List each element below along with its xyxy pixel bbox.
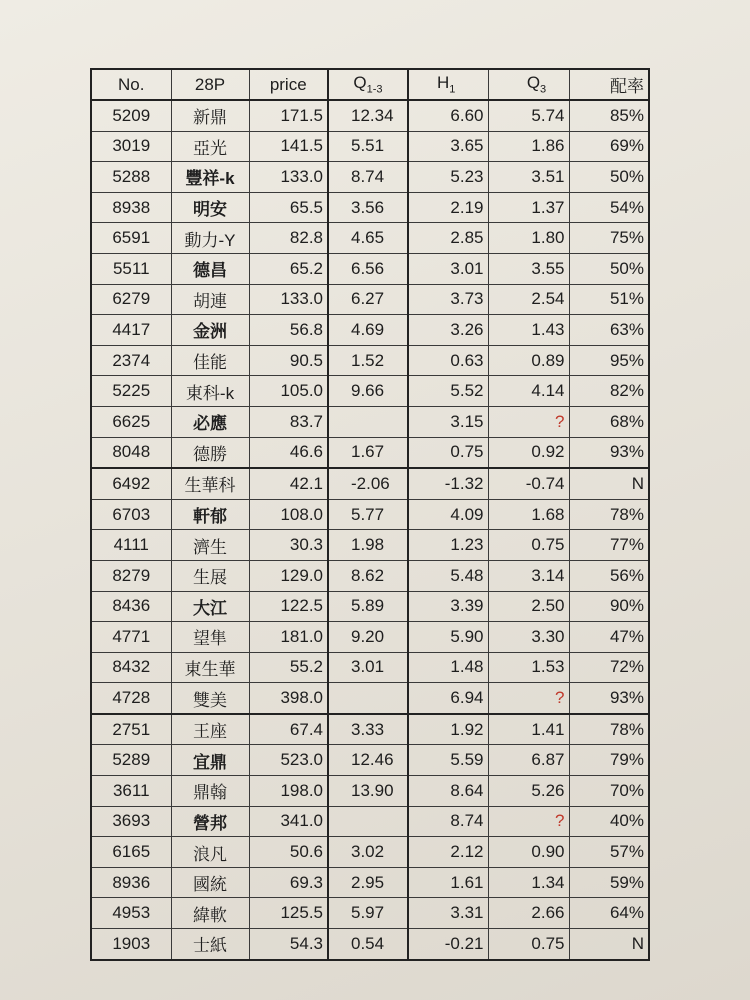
- cell-rate: N: [569, 929, 649, 960]
- cell-h1: 5.48: [408, 560, 488, 591]
- table-row: [91, 223, 649, 254]
- cell-name: 胡連: [171, 284, 249, 315]
- cell-price: 56.8: [249, 315, 328, 346]
- cell-q3: 1.68: [488, 499, 569, 530]
- cell-price: 42.1: [249, 468, 328, 499]
- cell-name: 東科-k: [171, 376, 249, 407]
- cell-q13: [328, 406, 408, 437]
- table-row: [91, 622, 649, 653]
- cell-price: 108.0: [249, 499, 328, 530]
- cell-name: 浪凡: [171, 837, 249, 868]
- cell-q13: [328, 683, 408, 714]
- cell-rate: 93%: [569, 437, 649, 468]
- table-row: [91, 591, 649, 622]
- cell-name: 佳能: [171, 345, 249, 376]
- cell-no: 6591: [91, 223, 171, 254]
- cell-q13: [328, 806, 408, 837]
- table-row: [91, 806, 649, 837]
- cell-no: 5289: [91, 745, 171, 776]
- cell-h1: -0.21: [408, 929, 488, 960]
- cell-q13: 9.66: [328, 376, 408, 407]
- header-rate: 配率: [569, 69, 649, 100]
- cell-rate: 82%: [569, 376, 649, 407]
- cell-price: 50.6: [249, 837, 328, 868]
- cell-price: 90.5: [249, 345, 328, 376]
- cell-q3: ?: [488, 406, 569, 437]
- cell-rate: 72%: [569, 652, 649, 683]
- cell-name: 國統: [171, 867, 249, 898]
- table-body: [91, 100, 649, 960]
- cell-q13: 5.77: [328, 499, 408, 530]
- cell-name: 生華科: [171, 468, 249, 499]
- cell-h1: 1.23: [408, 530, 488, 561]
- cell-rate: 63%: [569, 315, 649, 346]
- table-row: [91, 776, 649, 807]
- cell-no: 2751: [91, 714, 171, 745]
- cell-h1: 4.09: [408, 499, 488, 530]
- cell-price: 341.0: [249, 806, 328, 837]
- cell-rate: 93%: [569, 683, 649, 714]
- cell-q3: 3.51: [488, 162, 569, 193]
- cell-q3: 0.92: [488, 437, 569, 468]
- cell-h1: 3.26: [408, 315, 488, 346]
- cell-no: 4771: [91, 622, 171, 653]
- cell-no: 6279: [91, 284, 171, 315]
- cell-q3: 4.14: [488, 376, 569, 407]
- table-row: [91, 315, 649, 346]
- cell-h1: 8.74: [408, 806, 488, 837]
- cell-q13: 5.51: [328, 131, 408, 162]
- cell-price: 133.0: [249, 162, 328, 193]
- cell-price: 46.6: [249, 437, 328, 468]
- cell-name: 新鼎: [171, 100, 249, 131]
- cell-rate: 50%: [569, 162, 649, 193]
- cell-no: 3611: [91, 776, 171, 807]
- header-name: 28P: [171, 69, 249, 100]
- cell-name: 東生華: [171, 652, 249, 683]
- cell-no: 4111: [91, 530, 171, 561]
- cell-q3: -0.74: [488, 468, 569, 499]
- cell-h1: 6.60: [408, 100, 488, 131]
- cell-q13: 1.52: [328, 345, 408, 376]
- cell-q13: 2.95: [328, 867, 408, 898]
- cell-no: 1903: [91, 929, 171, 960]
- cell-price: 30.3: [249, 530, 328, 561]
- cell-price: 54.3: [249, 929, 328, 960]
- table-row: [91, 560, 649, 591]
- cell-q3: 1.37: [488, 192, 569, 223]
- cell-h1: 3.01: [408, 253, 488, 284]
- cell-h1: 5.23: [408, 162, 488, 193]
- cell-h1: 2.85: [408, 223, 488, 254]
- table-row: [91, 837, 649, 868]
- cell-h1: 1.48: [408, 652, 488, 683]
- cell-q13: 12.34: [328, 100, 408, 131]
- cell-name: 亞光: [171, 131, 249, 162]
- header-q13: [328, 69, 408, 100]
- table-row: [91, 406, 649, 437]
- cell-no: 8048: [91, 437, 171, 468]
- cell-no: 8436: [91, 591, 171, 622]
- header-q13-base: Q: [353, 73, 367, 93]
- table-row: [91, 253, 649, 284]
- cell-q3: 1.34: [488, 867, 569, 898]
- cell-name: 大江: [171, 591, 249, 622]
- cell-h1: 3.39: [408, 591, 488, 622]
- cell-rate: 64%: [569, 898, 649, 929]
- cell-no: 6165: [91, 837, 171, 868]
- header-q3-base: Q: [526, 73, 541, 93]
- table-row: [91, 745, 649, 776]
- table-row: [91, 499, 649, 530]
- table-row: [91, 284, 649, 315]
- cell-q13: 1.98: [328, 530, 408, 561]
- cell-q13: 3.02: [328, 837, 408, 868]
- cell-no: 8432: [91, 652, 171, 683]
- cell-q3: 2.50: [488, 591, 569, 622]
- cell-name: 豐祥-k: [171, 162, 249, 193]
- table-row: [91, 437, 649, 468]
- cell-h1: 8.64: [408, 776, 488, 807]
- cell-h1: 5.90: [408, 622, 488, 653]
- cell-h1: -1.32: [408, 468, 488, 499]
- cell-price: 55.2: [249, 652, 328, 683]
- cell-no: 8936: [91, 867, 171, 898]
- cell-q13: 12.46: [328, 745, 408, 776]
- cell-price: 198.0: [249, 776, 328, 807]
- cell-no: 5209: [91, 100, 171, 131]
- cell-price: 125.5: [249, 898, 328, 929]
- cell-price: 523.0: [249, 745, 328, 776]
- cell-no: 6625: [91, 406, 171, 437]
- cell-no: 3693: [91, 806, 171, 837]
- header-h1-sub: 1: [449, 83, 456, 96]
- cell-rate: 47%: [569, 622, 649, 653]
- table-row: [91, 162, 649, 193]
- table-row: [91, 867, 649, 898]
- cell-price: 65.2: [249, 253, 328, 284]
- cell-no: 6703: [91, 499, 171, 530]
- cell-q13: 3.33: [328, 714, 408, 745]
- cell-price: 171.5: [249, 100, 328, 131]
- cell-no: 5225: [91, 376, 171, 407]
- cell-h1: 3.73: [408, 284, 488, 315]
- table-row: [91, 652, 649, 683]
- cell-name: 王座: [171, 714, 249, 745]
- paper-sheet: [90, 68, 648, 961]
- cell-rate: 78%: [569, 714, 649, 745]
- cell-name: 鼎翰: [171, 776, 249, 807]
- cell-h1: 3.15: [408, 406, 488, 437]
- header-q3-sub: 3: [540, 83, 547, 96]
- cell-h1: 1.61: [408, 867, 488, 898]
- cell-name: 德勝: [171, 437, 249, 468]
- cell-price: 67.4: [249, 714, 328, 745]
- cell-no: 4953: [91, 898, 171, 929]
- cell-h1: 5.52: [408, 376, 488, 407]
- cell-name: 德昌: [171, 253, 249, 284]
- cell-q13: 6.56: [328, 253, 408, 284]
- cell-rate: 69%: [569, 131, 649, 162]
- cell-price: 69.3: [249, 867, 328, 898]
- cell-rate: 75%: [569, 223, 649, 254]
- cell-h1: 0.75: [408, 437, 488, 468]
- cell-q3: 0.75: [488, 929, 569, 960]
- cell-no: 4417: [91, 315, 171, 346]
- cell-h1: 3.31: [408, 898, 488, 929]
- cell-rate: 54%: [569, 192, 649, 223]
- cell-rate: 95%: [569, 345, 649, 376]
- cell-name: 緯軟: [171, 898, 249, 929]
- cell-name: 金洲: [171, 315, 249, 346]
- cell-h1: 6.94: [408, 683, 488, 714]
- cell-price: 105.0: [249, 376, 328, 407]
- table-row: [91, 100, 649, 131]
- cell-name: 生展: [171, 560, 249, 591]
- cell-no: 3019: [91, 131, 171, 162]
- cell-q13: 4.69: [328, 315, 408, 346]
- cell-no: 2374: [91, 345, 171, 376]
- cell-rate: 77%: [569, 530, 649, 561]
- table-row: [91, 376, 649, 407]
- cell-q3: 0.89: [488, 345, 569, 376]
- cell-q13: 5.97: [328, 898, 408, 929]
- cell-q13: 8.74: [328, 162, 408, 193]
- cell-q13: 8.62: [328, 560, 408, 591]
- cell-q13: 6.27: [328, 284, 408, 315]
- table-row: [91, 714, 649, 745]
- cell-price: 133.0: [249, 284, 328, 315]
- cell-q3: 5.74: [488, 100, 569, 131]
- cell-rate: 50%: [569, 253, 649, 284]
- header-q3: [488, 69, 569, 100]
- header-no: No.: [91, 69, 171, 100]
- cell-name: 軒郁: [171, 499, 249, 530]
- cell-name: 動力-Y: [171, 223, 249, 254]
- cell-price: 181.0: [249, 622, 328, 653]
- cell-q13: 3.01: [328, 652, 408, 683]
- cell-q3: 3.55: [488, 253, 569, 284]
- cell-price: 65.5: [249, 192, 328, 223]
- cell-no: 4728: [91, 683, 171, 714]
- cell-h1: 2.12: [408, 837, 488, 868]
- cell-q3: 3.14: [488, 560, 569, 591]
- table-row: [91, 468, 649, 499]
- cell-rate: 85%: [569, 100, 649, 131]
- cell-q13: 5.89: [328, 591, 408, 622]
- cell-name: 營邦: [171, 806, 249, 837]
- cell-q3: ?: [488, 806, 569, 837]
- table-row: [91, 345, 649, 376]
- cell-no: 8938: [91, 192, 171, 223]
- cell-name: 士紙: [171, 929, 249, 960]
- cell-q3: 0.90: [488, 837, 569, 868]
- cell-q3: ?: [488, 683, 569, 714]
- cell-rate: 78%: [569, 499, 649, 530]
- cell-price: 398.0: [249, 683, 328, 714]
- cell-rate: 68%: [569, 406, 649, 437]
- table-row: [91, 131, 649, 162]
- cell-q13: 9.20: [328, 622, 408, 653]
- stock-table: [90, 68, 650, 961]
- header-q13-sub: 1-3: [366, 83, 383, 96]
- header-h1: [408, 69, 488, 100]
- cell-rate: 59%: [569, 867, 649, 898]
- cell-q13: 1.67: [328, 437, 408, 468]
- cell-no: 8279: [91, 560, 171, 591]
- cell-q3: 5.26: [488, 776, 569, 807]
- cell-q13: 3.56: [328, 192, 408, 223]
- cell-q13: -2.06: [328, 468, 408, 499]
- cell-h1: 3.65: [408, 131, 488, 162]
- cell-q3: 0.75: [488, 530, 569, 561]
- cell-rate: 40%: [569, 806, 649, 837]
- cell-price: 83.7: [249, 406, 328, 437]
- cell-h1: 2.19: [408, 192, 488, 223]
- cell-rate: 51%: [569, 284, 649, 315]
- header-price: price: [249, 69, 328, 100]
- cell-rate: 90%: [569, 591, 649, 622]
- cell-rate: 79%: [569, 745, 649, 776]
- cell-q3: 2.54: [488, 284, 569, 315]
- header-h1-base: H: [437, 73, 450, 93]
- cell-price: 82.8: [249, 223, 328, 254]
- cell-no: 5288: [91, 162, 171, 193]
- cell-q3: 3.30: [488, 622, 569, 653]
- table-row: [91, 898, 649, 929]
- cell-h1: 5.59: [408, 745, 488, 776]
- header-row: [91, 69, 649, 100]
- cell-q13: 4.65: [328, 223, 408, 254]
- cell-q3: 1.43: [488, 315, 569, 346]
- cell-rate: 56%: [569, 560, 649, 591]
- table-row: [91, 929, 649, 960]
- cell-name: 濟生: [171, 530, 249, 561]
- cell-q3: 1.41: [488, 714, 569, 745]
- cell-price: 141.5: [249, 131, 328, 162]
- cell-q3: 2.66: [488, 898, 569, 929]
- cell-q3: 1.86: [488, 131, 569, 162]
- cell-q3: 1.53: [488, 652, 569, 683]
- cell-no: 6492: [91, 468, 171, 499]
- cell-h1: 1.92: [408, 714, 488, 745]
- cell-name: 必應: [171, 406, 249, 437]
- cell-rate: 70%: [569, 776, 649, 807]
- cell-no: 5511: [91, 253, 171, 284]
- cell-name: 明安: [171, 192, 249, 223]
- cell-h1: 0.63: [408, 345, 488, 376]
- cell-name: 宜鼎: [171, 745, 249, 776]
- cell-q13: 13.90: [328, 776, 408, 807]
- cell-rate: 57%: [569, 837, 649, 868]
- cell-q13: 0.54: [328, 929, 408, 960]
- table-row: [91, 683, 649, 714]
- cell-name: 望隼: [171, 622, 249, 653]
- cell-rate: N: [569, 468, 649, 499]
- cell-name: 雙美: [171, 683, 249, 714]
- table-row: [91, 530, 649, 561]
- cell-q3: 6.87: [488, 745, 569, 776]
- table-row: [91, 192, 649, 223]
- cell-q3: 1.80: [488, 223, 569, 254]
- cell-price: 122.5: [249, 591, 328, 622]
- cell-price: 129.0: [249, 560, 328, 591]
